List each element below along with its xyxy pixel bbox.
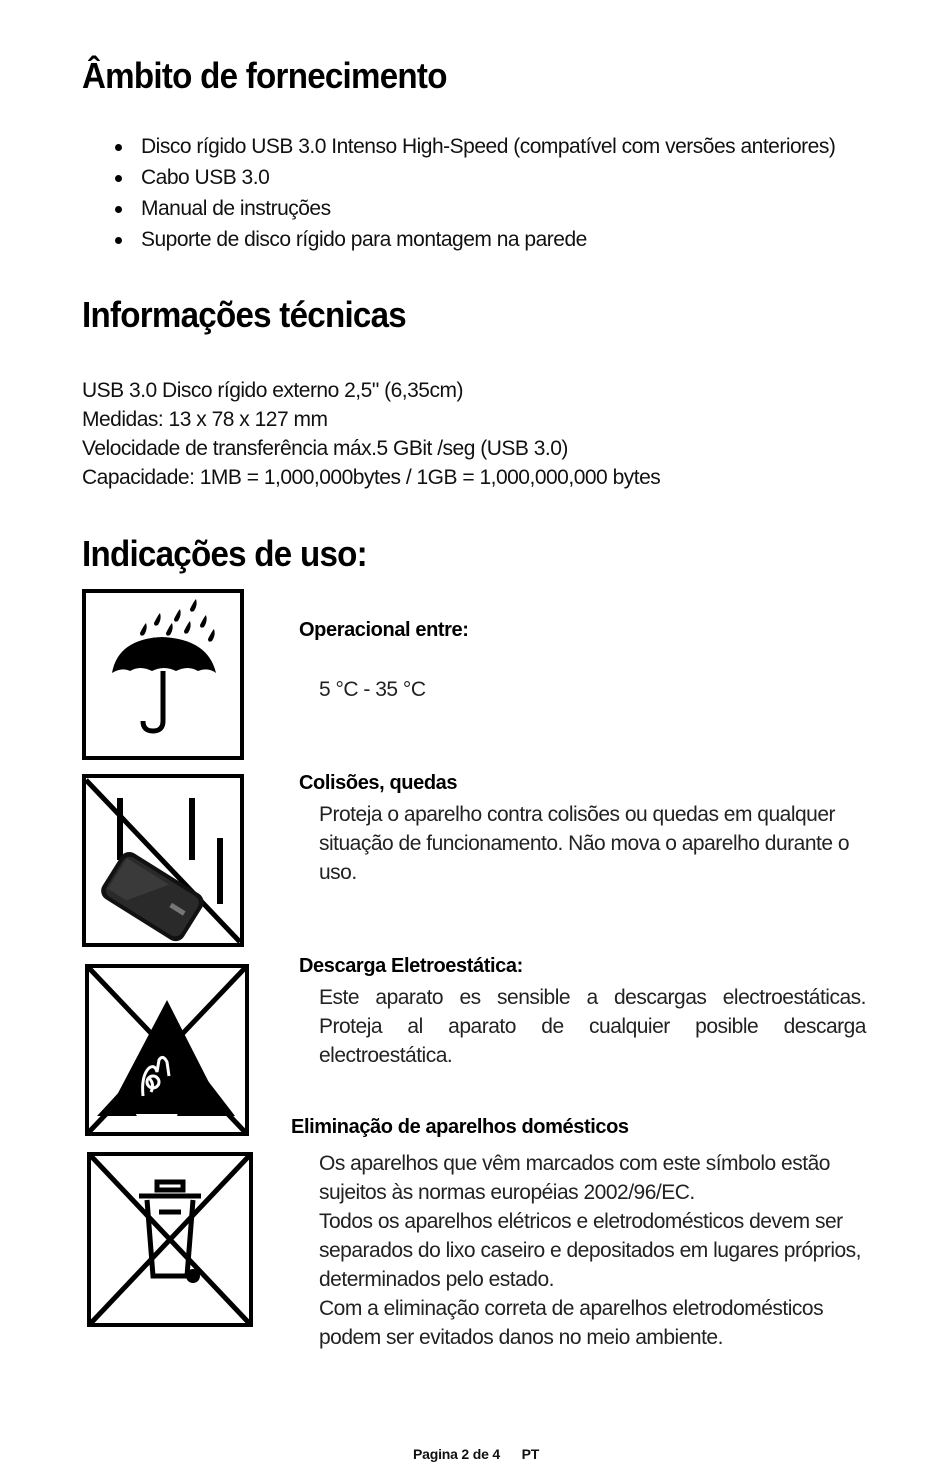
of-word: de (472, 1446, 489, 1462)
tech-line: Medidas: 13 x 78 x 127 mm (82, 408, 328, 431)
weee-paragraph: Os aparelhos que vêm marcados com este símbolo estão sujeitos às normas européias 2002/96/EC. (319, 1152, 830, 1204)
weee-title: Eliminação de aparelhos domésticos (291, 1116, 629, 1138)
esd-text: Este aparato es sensible a descargas electroestáticas. Proteja al aparato de cualquier posible descarga electroestática. (319, 986, 866, 1067)
bullet-icon (115, 175, 122, 182)
weee-paragraph: Todos os aparelhos elétricos e eletrodomésticos devem ser separados do lixo caseiro e depositados em lugares próprios, determinados pelo estado. (319, 1210, 861, 1291)
list-item: Cabo USB 3.0 (112, 162, 835, 193)
no-drop-icon (82, 774, 245, 948)
bullet-icon (115, 144, 122, 151)
weee-crossed-bin-icon (87, 1152, 253, 1327)
operating-temp-value: 5 °C - 35 °C (319, 678, 426, 701)
umbrella-rain-icon (82, 589, 245, 761)
tech-line: USB 3.0 Disco rígido externo 2,5" (6,35cm) (82, 379, 463, 402)
esd-title: Descarga Eletroestática: (299, 955, 523, 977)
scope-list (112, 131, 835, 255)
tech-heading: Informações técnicas (82, 294, 406, 335)
language-code: PT (521, 1446, 540, 1462)
page-current: 2 (461, 1446, 470, 1462)
scope-heading: Âmbito de fornecimento (82, 55, 447, 96)
drop-text: Proteja o aparelho contra colisões ou quedas em qualquer situação de funcionamento. Não mova o aparelho durante o uso. (319, 803, 850, 884)
bullet-icon (115, 237, 122, 244)
operating-temp-title: Operacional entre: (299, 619, 469, 641)
list-item: Disco rígido USB 3.0 Intenso High-Speed (compatível com versões anteriores) (112, 131, 835, 162)
esd-warning-icon (85, 964, 249, 1136)
usage-heading: Indicações de uso: (82, 533, 367, 574)
tech-info (82, 376, 660, 492)
weee-paragraph: Com a eliminação correta de aparelhos eletrodomésticos podem ser evitados danos no meio ambiente. (319, 1297, 824, 1349)
drop-title: Colisões, quedas (299, 772, 458, 794)
list-item: Suporte de disco rígido para montagem na parede (112, 224, 835, 255)
bullet-icon (115, 206, 122, 213)
tech-line: Capacidade: 1MB = 1,000,000bytes / 1GB = 1,000,000,000 bytes (82, 466, 661, 489)
list-item: Manual de instruções (112, 193, 835, 224)
page-total: 4 (492, 1446, 500, 1462)
weee-text (319, 1149, 869, 1352)
tech-line: Velocidade de transferência máx.5 GBit /seg (USB 3.0) (82, 437, 568, 460)
page-footer (413, 1446, 539, 1462)
page-word: Pagina (413, 1446, 458, 1462)
